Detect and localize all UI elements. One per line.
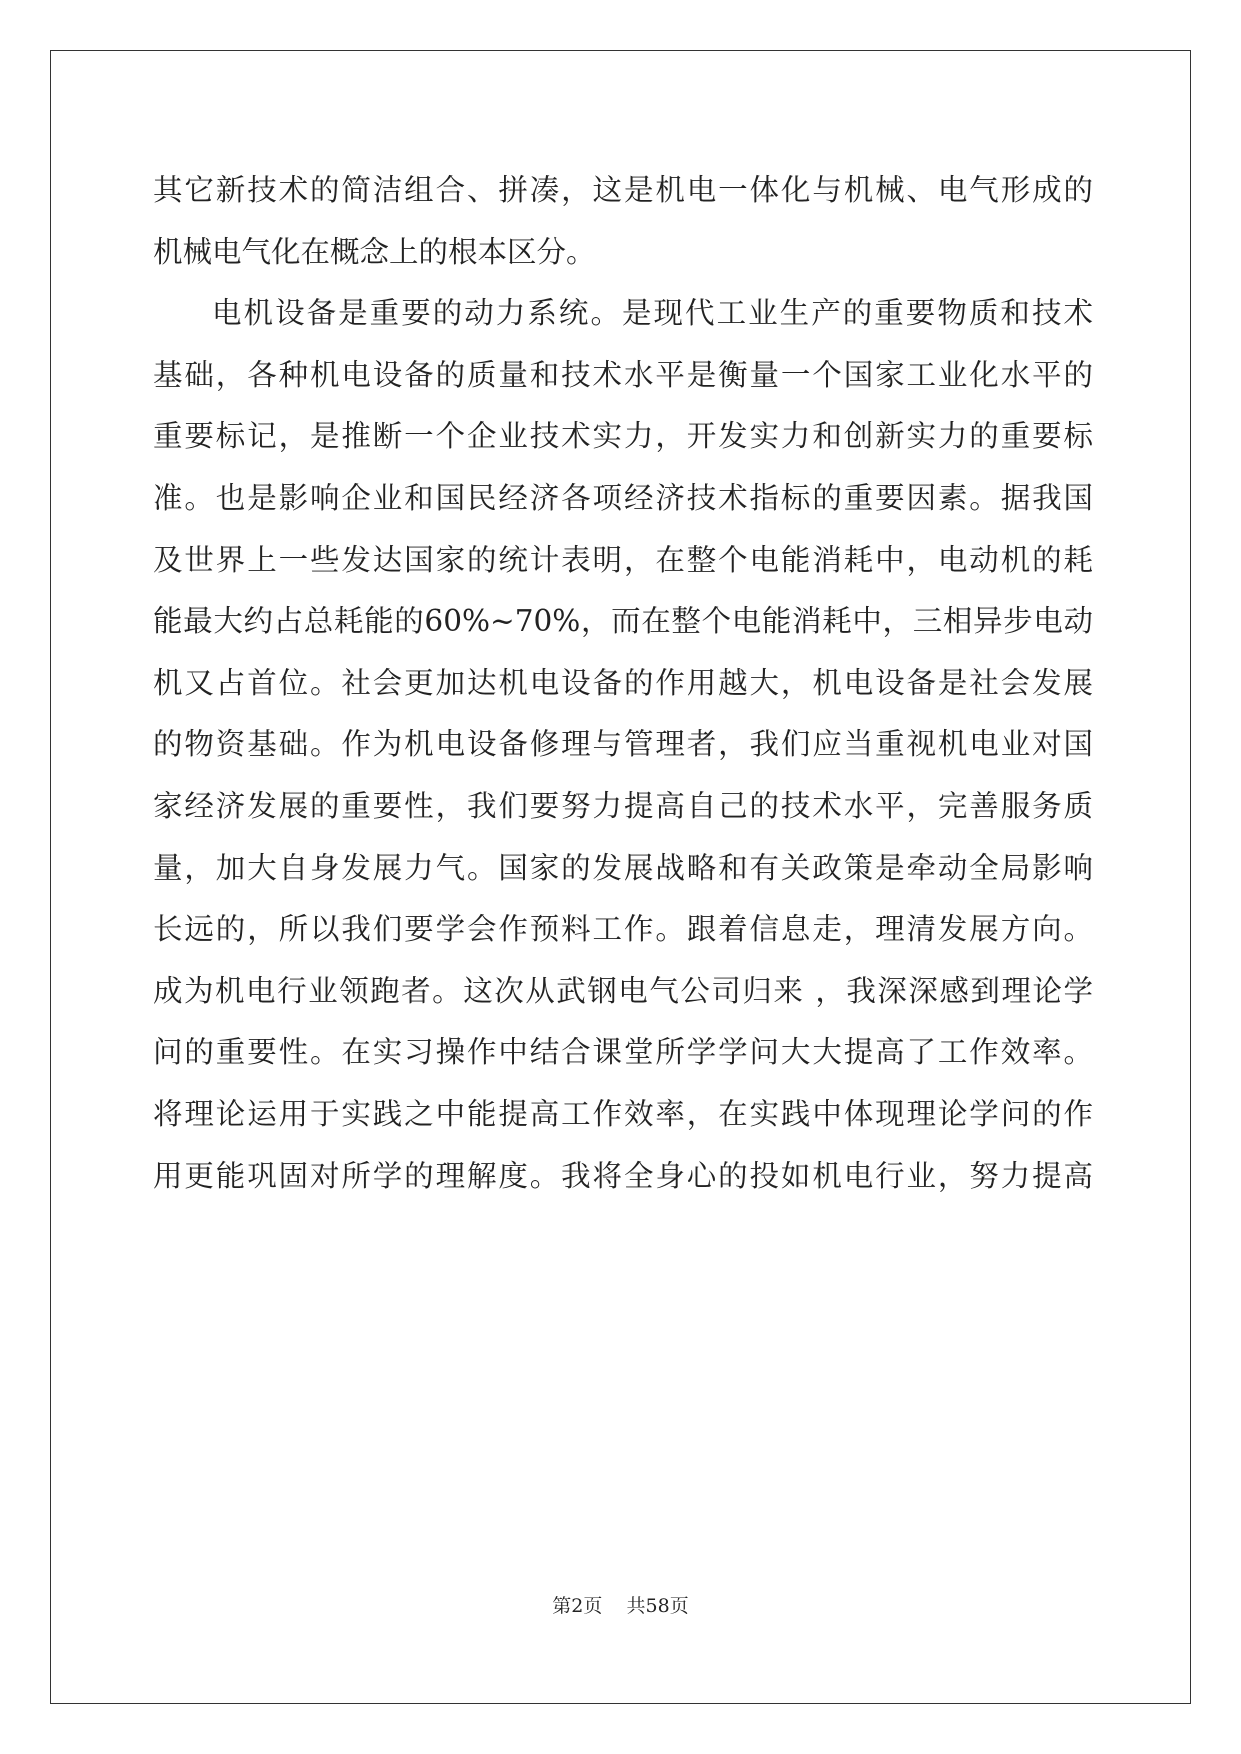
text-line: 基础，各种机电设备的质量和技术水平是衡量一个国家工业化水平的: [153, 357, 1093, 392]
text-line: 能最大约占总耗能的60%~70%，而在整个电能消耗中，三相异步电动: [153, 604, 1093, 639]
body-text: [153, 160, 1093, 1207]
text-line: 将理论运用于实践之中能提高工作效率，在实践中体现理论学问的作: [153, 1096, 1093, 1131]
page-footer: [0, 1594, 1241, 1618]
page-number-label: 第2页 共58页: [552, 1595, 689, 1617]
text-line: 问的重要性。在实习操作中结合课堂所学学问大大提高了工作效率。: [153, 1035, 1093, 1070]
text-line: 电机设备是重要的动力系统。是现代工业生产的重要物质和技术: [212, 296, 1093, 331]
text-line: 准。也是影响企业和国民经济各项经济技术指标的重要因素。据我国: [153, 480, 1093, 515]
text-line: 机械电气化在概念上的根本区分。: [153, 234, 596, 269]
text-line: 其它新技术的简洁组合、拼凑，这是机电一体化与机械、电气形成的: [153, 173, 1093, 207]
text-line: 长远的，所以我们要学会作预料工作。跟着信息走，理清发展方向。: [153, 912, 1093, 947]
text-line: 家经济发展的重要性，我们要努力提高自己的技术水平，完善服务质: [153, 788, 1093, 823]
text-line: 机又占首位。社会更加达机电设备的作用越大，机电设备是社会发展: [153, 665, 1093, 700]
text-line: 量，加大自身发展力气。国家的发展战略和有关政策是牵动全局影响: [153, 850, 1093, 885]
text-line: 及世界上一些发达国家的统计表明，在整个电能消耗中，电动机的耗: [153, 542, 1093, 577]
text-line: 的物资基础。作为机电设备修理与管理者，我们应当重视机电业对国: [153, 727, 1093, 762]
text-line: 用更能巩固对所学的理解度。我将全身心的投如机电行业，努力提高: [153, 1158, 1093, 1193]
text-line: 重要标记，是推断一个企业技术实力，开发实力和创新实力的重要标: [153, 419, 1093, 454]
text-line: 成为机电行业领跑者。这次从武钢电气公司归来 ，我深深感到理论学: [153, 973, 1093, 1008]
